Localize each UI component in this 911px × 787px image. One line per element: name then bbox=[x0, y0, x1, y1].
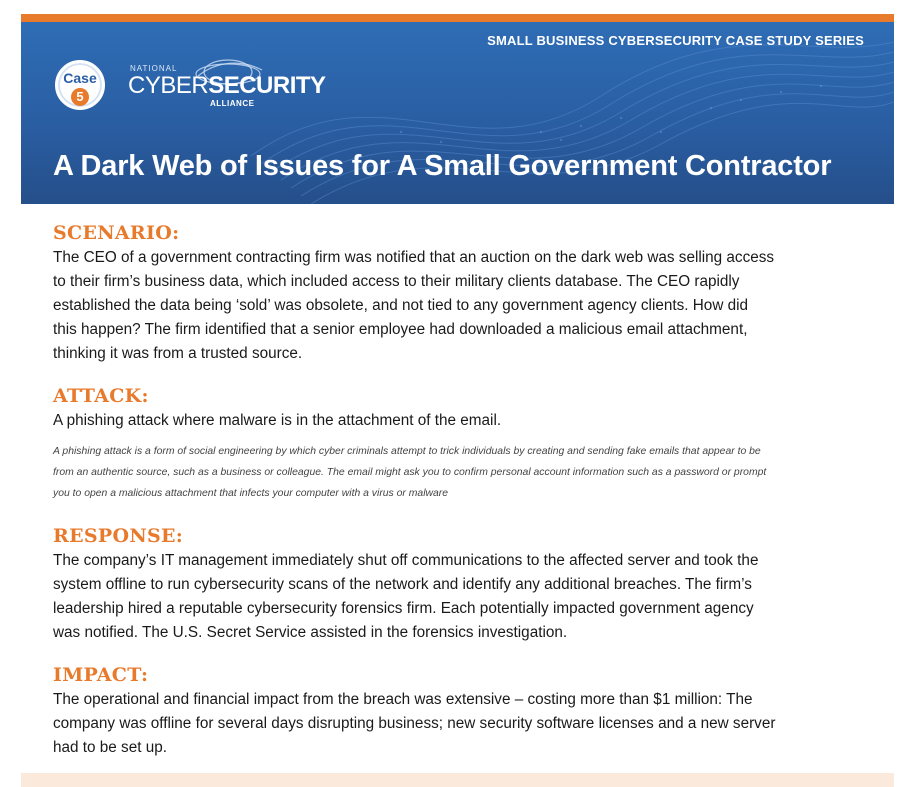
attack-heading: ATTACK: bbox=[53, 385, 149, 407]
response-line: was notified. The U.S. Secret Service assisted in the forensics investigation. bbox=[53, 624, 568, 641]
header-banner bbox=[21, 22, 894, 204]
note-line: A phishing attack is a form of social engineering by which cyber criminals attempt to trick individuals by creating and sending fake emails that appear to be bbox=[53, 446, 761, 457]
top-accent-strip bbox=[21, 14, 894, 22]
note-line: from an authentic source, such as a business or colleague. The email might ask you to confirm personal account information such as a password or prompt bbox=[53, 467, 767, 478]
phishing-definition-note bbox=[53, 441, 873, 504]
impact-line: The operational and financial impact from the breach was extensive – costing more than $1 million: The bbox=[53, 691, 753, 708]
logo-security: SECURITY bbox=[208, 72, 326, 99]
scenario-heading: SCENARIO: bbox=[53, 222, 180, 244]
response-line: leadership hired a reputable cybersecurity forensics firm. Each potentially impacted government agency bbox=[53, 600, 754, 617]
response-line: system offline to run cybersecurity scans of the network and identify any additional breaches. The firm’s bbox=[53, 576, 752, 593]
scenario-body bbox=[53, 246, 868, 366]
response-body bbox=[53, 549, 868, 645]
attack-line: A phishing attack where malware is in the attachment of the email. bbox=[53, 412, 502, 429]
impact-line: had to be set up. bbox=[53, 739, 167, 756]
scenario-line: to their firm’s business data, which included access to their military clients database. The CEO rapidly bbox=[53, 273, 740, 290]
page-title: A Dark Web of Issues for A Small Government Contractor bbox=[53, 150, 832, 182]
note-line: you to open a malicious attachment that infects your computer with a virus or malware bbox=[53, 488, 449, 499]
scenario-line: established the data being ‘sold’ was obsolete, and not tied to any government agency clients. How did bbox=[53, 297, 749, 314]
impact-body bbox=[53, 688, 868, 760]
logo-wordmark bbox=[128, 72, 326, 100]
logo-cyber: CYBER bbox=[128, 72, 209, 99]
bottom-accent-strip bbox=[21, 773, 894, 787]
scenario-line: thinking it was from a trusted source. bbox=[53, 345, 303, 362]
response-heading: RESPONSE: bbox=[53, 525, 184, 547]
logo-alliance: ALLIANCE bbox=[210, 99, 255, 108]
impact-heading: IMPACT: bbox=[53, 664, 149, 686]
case-label: Case bbox=[63, 70, 97, 86]
response-line: The company’s IT management immediately shut off communications to the affected server and took the bbox=[53, 552, 759, 569]
logo-national: NATIONAL bbox=[130, 64, 178, 73]
national-cybersecurity-alliance-logo bbox=[128, 62, 338, 112]
case-number: 5 bbox=[71, 88, 89, 106]
scenario-line: this happen? The firm identified that a senior employee had downloaded a malicious email attachment, bbox=[53, 321, 748, 338]
scenario-line: The CEO of a government contracting firm was notified that an auction on the dark web was selling access bbox=[53, 249, 775, 266]
attack-body bbox=[53, 409, 868, 433]
impact-line: company was offline for several days disrupting business; new security software licenses and a new server bbox=[53, 715, 776, 732]
case-number-badge bbox=[55, 60, 105, 110]
series-title: SMALL BUSINESS CYBERSECURITY CASE STUDY SERIES bbox=[487, 33, 864, 48]
